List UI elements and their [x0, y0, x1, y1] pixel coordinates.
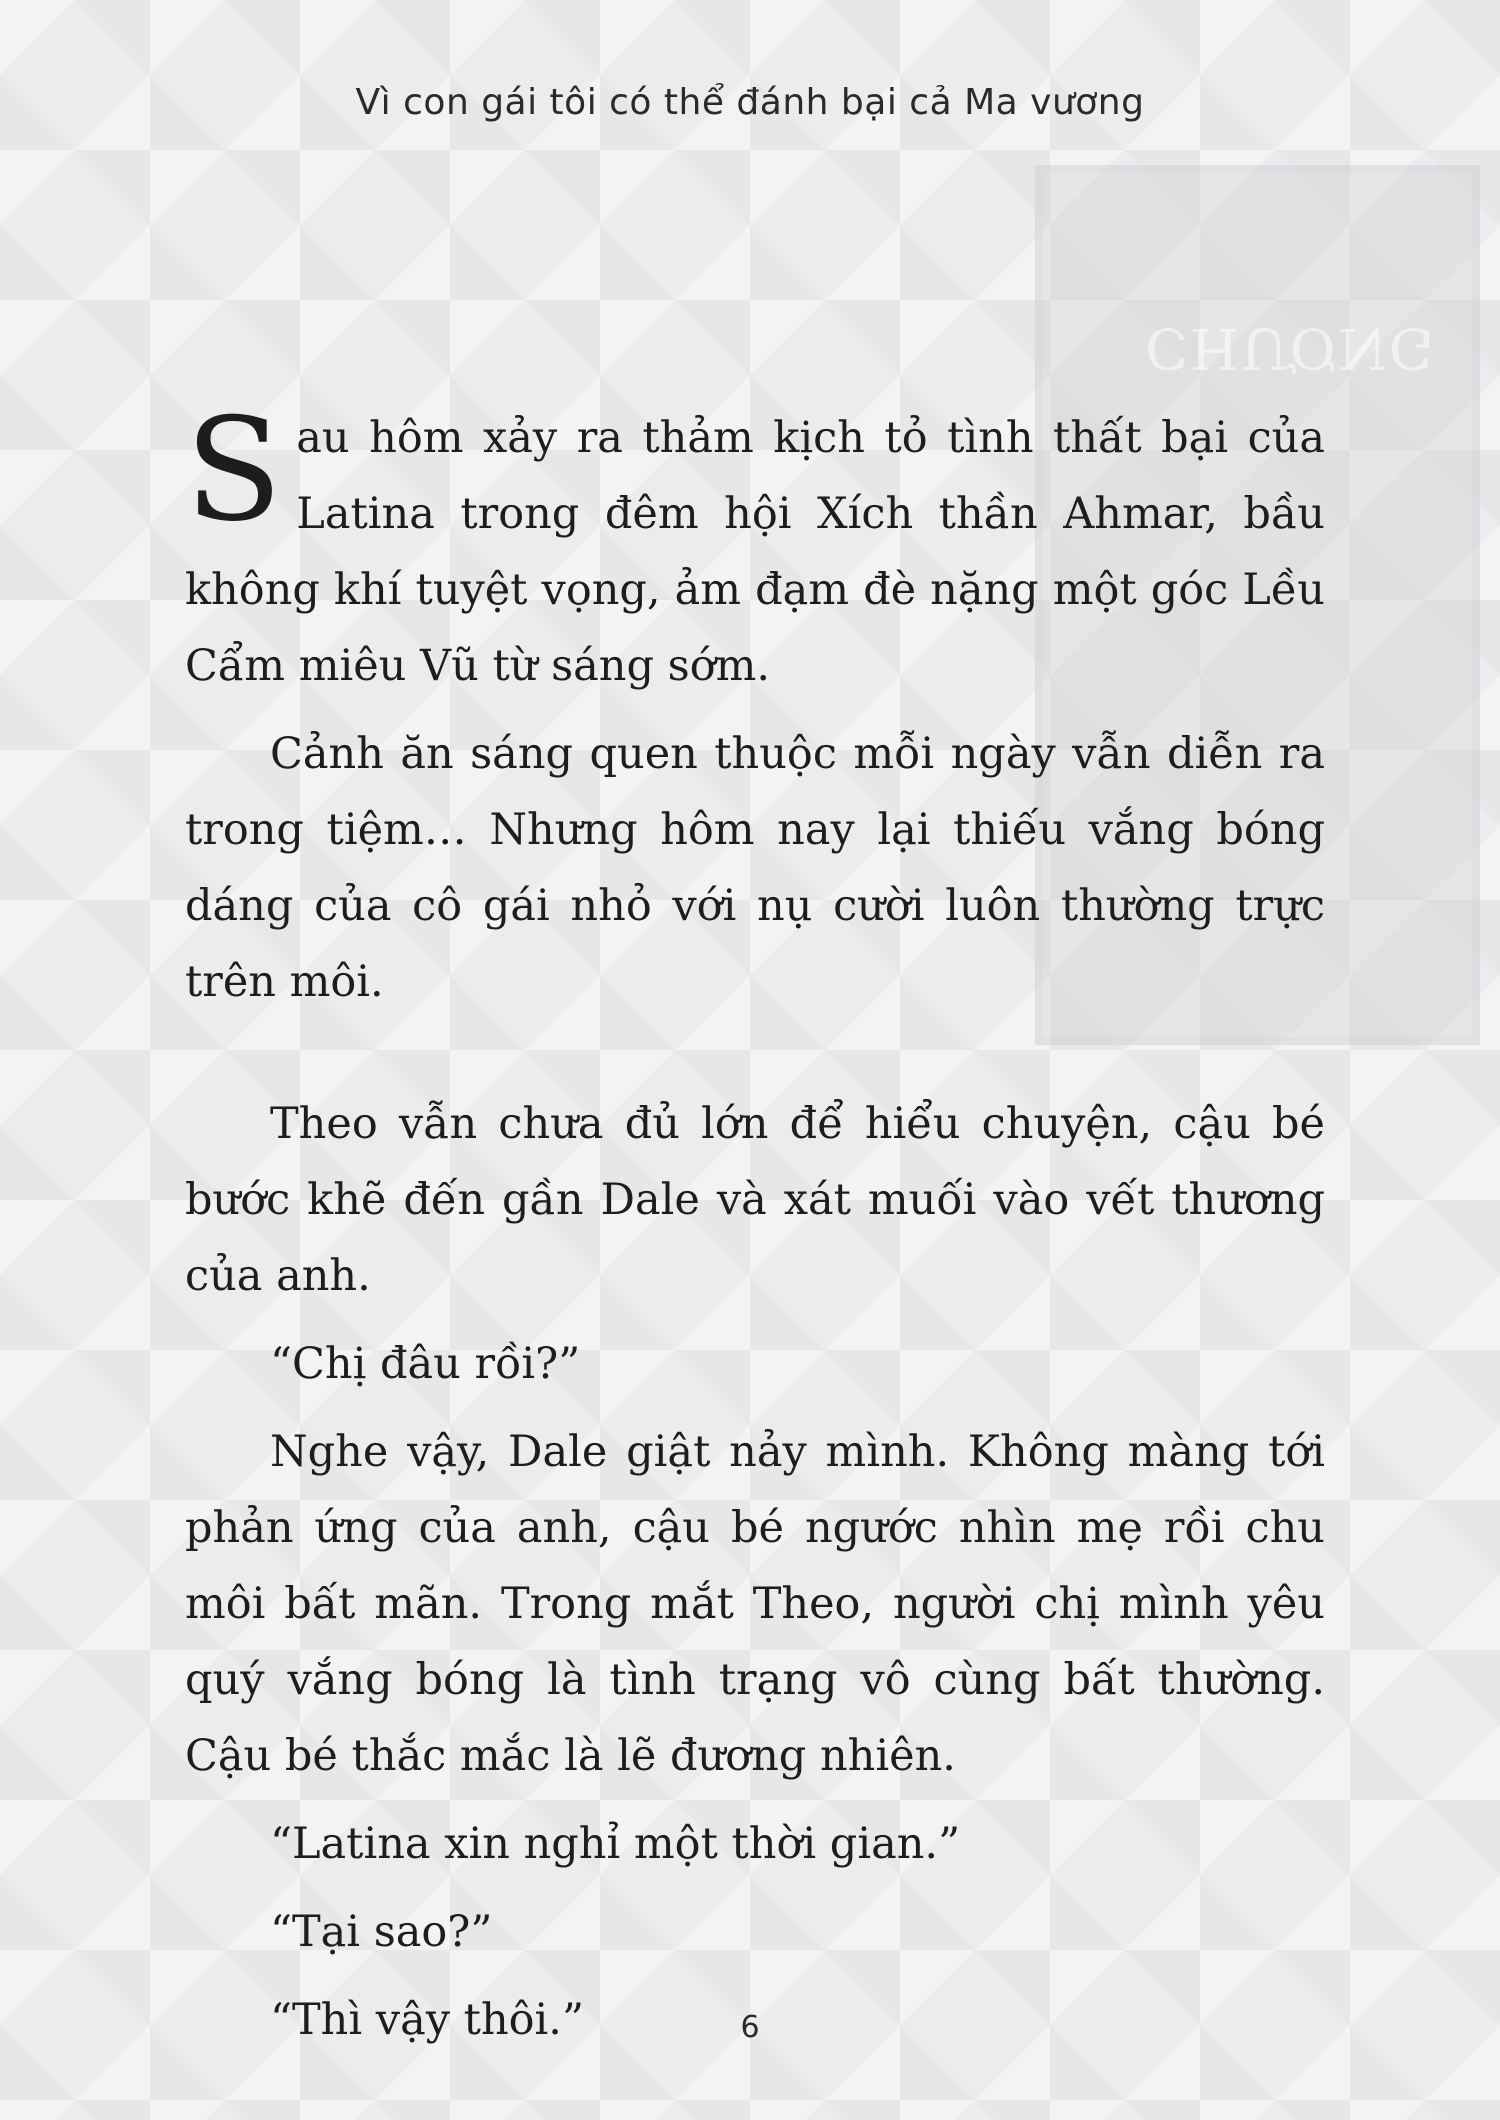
paragraph-2: Cảnh ăn sáng quen thuộc mỗi ngày vẫn diễn ra trong tiệm… Nhưng hôm nay lại thiếu vắng bóng dáng của cô gái nhỏ với nụ cười luôn thường trực trên môi.	[185, 729, 1325, 1007]
page-body	[185, 388, 1325, 2058]
page-number: 6	[740, 2010, 760, 2045]
paragraph-7: “Tại sao?”	[270, 1907, 493, 1957]
paragraph-5: Nghe vậy, Dale giật nảy mình. Không màng tới phản ứng của anh, cậu bé ngước nhìn mẹ rồi chu môi bất mãn. Trong mắt Theo, người chị mình yêu quý vắng bóng là tình trạng vô cùng bất thường. Cậu bé thắc mắc là lẽ đương nhiên.	[185, 1427, 1325, 1781]
paragraph-1-text: au hôm xảy ra thảm kịch tỏ tình thất bại của Latina trong đêm hội Xích thần Ahmar, bầu không khí tuyệt vọng, ảm đạm đè nặng một góc Lều Cẩm miêu Vũ từ sáng sớm.	[185, 413, 1325, 691]
running-header: Vì con gái tôi có thể đánh bại cả Ma vương	[355, 82, 1145, 123]
paragraph-6: “Latina xin nghỉ một thời gian.”	[270, 1819, 961, 1869]
paragraph-gap	[185, 1020, 1325, 1086]
paragraph-8: “Thì vậy thôi.”	[270, 1995, 584, 2045]
drop-cap: S	[185, 388, 283, 553]
paragraph-4: “Chị đâu rồi?”	[270, 1339, 581, 1389]
paragraph-1	[185, 388, 1325, 704]
background-ghost-lettering: CHƯƠNG	[1145, 315, 1436, 380]
paragraph-3: Theo vẫn chưa đủ lớn để hiểu chuyện, cậu bé bước khẽ đến gần Dale và xát muối vào vết thương của anh.	[185, 1099, 1325, 1301]
